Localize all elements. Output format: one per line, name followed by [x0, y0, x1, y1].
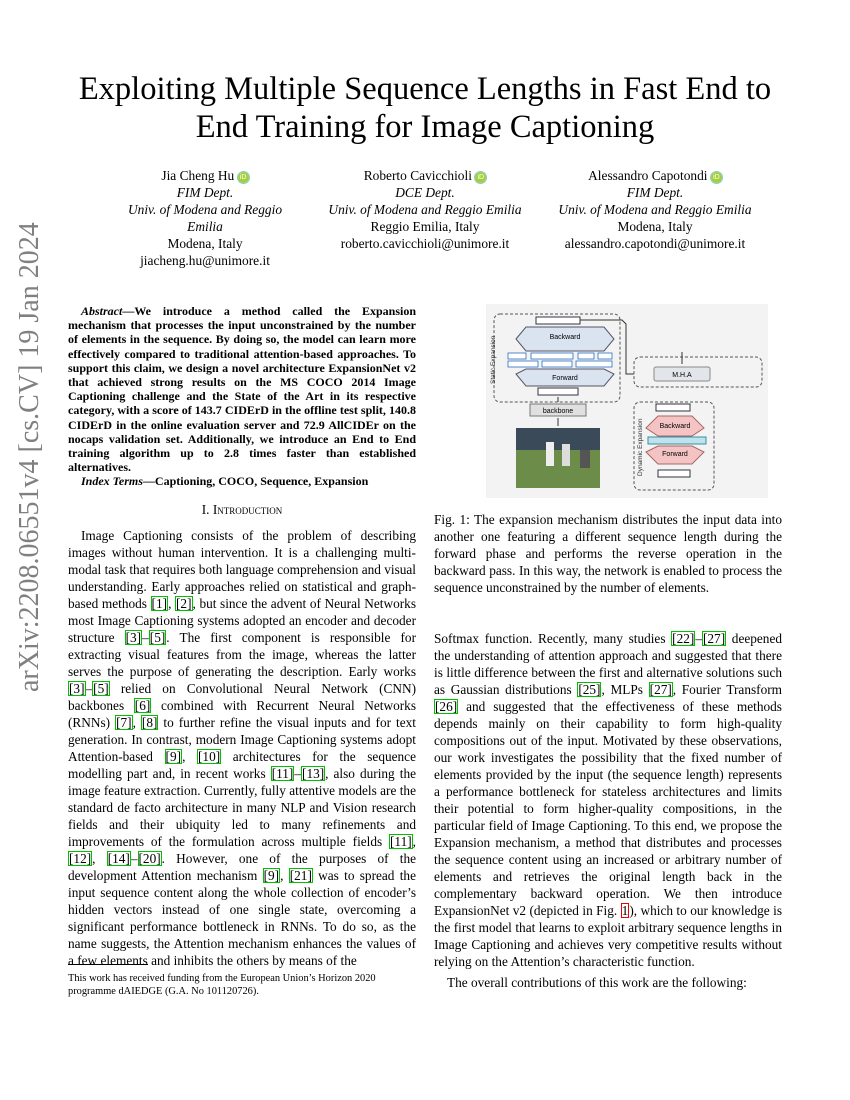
right-column	[434, 630, 782, 991]
citation-link[interactable]: [27]	[702, 631, 726, 646]
author-email[interactable]: jiacheng.hu@unimore.it	[140, 253, 270, 268]
abstract: Abstract—We introduce a method called the Expansion mechanism that processes the input unconstrained by the number of elements in the sequence. By doing so, the model can learn more effectively compared to traditional attention-based approaches. To support this claim, we design a novel architecture ExpansionNet v2 that achieved strong results on the MS COCO 2014 Image Captioning challenge and the State of the Art in its respective category, with a score of 143.7 CIDErD in the offline test split, 140.8 CIDErD in the online evaluation server and 72.9 AllCIDEr on the nocaps validation set. Additionally, we introduce an End to End training algorithm up to 2.8 times faster than established alternatives.	[68, 304, 416, 475]
citation-link[interactable]: [1]	[151, 595, 168, 611]
forward-label: Forward	[552, 375, 578, 382]
citation-link[interactable]: [14]	[107, 850, 130, 866]
citation-link[interactable]: [8]	[141, 714, 158, 730]
author-name: Alessandro Capotondi	[588, 168, 708, 183]
citation-link[interactable]: [5]	[149, 629, 166, 645]
backbone-label: backbone	[542, 408, 574, 415]
forward-label-2: Forward	[662, 451, 688, 458]
citation-link[interactable]: [13]	[302, 765, 325, 781]
orcid-icon[interactable]: iD	[238, 172, 249, 183]
author-1: Jia Cheng Hu iD FIM Dept. Univ. of Modena and Reggio Emilia Modena, Italy jiacheng.hu@unimore.it	[110, 167, 300, 269]
backward-label-2: Backward	[659, 423, 691, 430]
citation-link[interactable]: [26]	[435, 699, 458, 714]
mha-label: M.H.A	[672, 372, 692, 379]
orcid-icon[interactable]: iD	[475, 172, 486, 183]
figure-1	[486, 304, 768, 498]
citation-link[interactable]: [3]	[69, 680, 85, 696]
author-3: Alessandro Capotondi iD FIM Dept. Univ. of Modena and Reggio Emilia Modena, Italy alessandro.capotondi@unimore.it	[549, 167, 761, 252]
citation-link[interactable]: [12]	[69, 850, 92, 866]
figure-caption: Fig. 1: The expansion mechanism distributes the input data into another one featuring a different sequence length during the forward phase and performs the reverse operation in the backward pass. In this way, the network is enabled to process the sequence unconstrained by the number of elements.	[434, 512, 782, 595]
citation-link[interactable]: [11]	[390, 833, 412, 849]
citation-link[interactable]: [20]	[138, 850, 161, 866]
right-paragraph-1: Softmax function. Recently, many studies [22]–[27] deepened the understanding of attention approach and suggested that there is little difference between the first and alternative solutions such as Gaussian distributions [25], MLPs [27], Fourier Transform [26] and suggested that the effectiveness of these methods depends mainly on their capability to form high-quality compositions out of the input. Motivated by these observations, our work investigates the possibility that the fixed number of elements provided by the input (the sequence length) represents a performance bottleneck for stateless architectures and limits their potential to form higher-quality compositions, in the particular field of Image Captioning. To this end, we propose the Expansion mechanism, a method that distributes and processes the sequence content using an increased or arbitrary number of elements and retrieves the original length back in the complementary backward operation. We then introduce ExpansionNet v2 (depicted in Fig. 1), which to our knowledge is the first model that learns to exploit arbitrary sequence lengths in Image Captioning and achieves very competitive results without relying on the Attention’s characteristic function.	[434, 631, 783, 969]
citation-link[interactable]: [5]	[93, 680, 109, 696]
section-heading: I. Introduction	[201, 501, 283, 517]
dynamic-expansion-label: Dynamic Expansion	[637, 418, 644, 476]
citation-link[interactable]: [3]	[125, 629, 142, 645]
citation-link[interactable]: [9]	[263, 867, 280, 883]
backward-label: Backward	[549, 334, 581, 341]
citation-link[interactable]: [2]	[176, 595, 192, 611]
intro-paragraph: Image Captioning consists of the problem of describing images without human intervention. It is a challenging multi-modal task that requires both language comprehension and visual understanding. Early approaches relied on statistical and graph-based methods [1], [2], but since the advent of Neural Networks most Image Captioning systems adopted an encoder and decoder structure [3]–[5]. The first component is responsible for extracting visual features from the image, whereas the latter serves the purpose of generating the description. Early works [3]–[5] relied on Convolutional Neural Network (CNN) backbones [6] combined with Recurrent Neural Networks (RNNs) [7], [8] to further refine the visual inputs and for text generation. In contrast, modern Image Captioning systems adopt Attention-based [9], [10] architectures for the sequence modelling part and, in recent works [11]–[13], also during the image feature extraction. Currently, fully attentive models are the standard de facto architecture in many NLP and Vision research fields and their ubiquity led to many refinements and improvements of the formulation across multiple fields [11], [12], [14]–[20]. However, one of the purposes of the development Attention mechanism [9], [21] was to spread the input sequence content along the whole collection of encoder’s hidden vectors instead of one single state, overcoming a significant performance bottleneck in RNNs. To do so, as the name suggests, the Attention mechanism enhances the values of a few elements and inhibits the others by means of the	[68, 527, 416, 968]
author-name: Roberto Cavicchioli	[363, 168, 472, 183]
author-email[interactable]: roberto.cavicchioli@unimore.it	[340, 236, 510, 251]
footnote-rule	[68, 964, 148, 965]
citation-link[interactable]: [25]	[578, 682, 601, 697]
author-2: Roberto Cavicchioli iD DCE Dept. Univ. of Modena and Reggio Emilia Reggio Emilia, Italy roberto.cavicchioli@unimore.it	[322, 167, 528, 252]
static-expansion-label: Static Expansion	[490, 335, 497, 384]
figure-link[interactable]: 1	[621, 903, 629, 918]
citation-link[interactable]: [11]	[271, 765, 294, 781]
citation-link[interactable]: [22]	[672, 631, 695, 646]
orcid-icon[interactable]: iD	[711, 172, 722, 183]
paper-title: Exploiting Multiple Sequence Lengths in Fast End to End Training for Image Captioning	[78, 71, 772, 145]
citation-link[interactable]: [7]	[116, 714, 132, 730]
left-column	[68, 304, 416, 969]
index-terms: Index Terms—Captioning, COCO, Sequence, Expansion	[81, 474, 369, 489]
arxiv-watermark: arXiv:2208.06551v4 [cs.CV] 19 Jan 2024	[14, 222, 45, 692]
citation-link[interactable]: [6]	[134, 697, 151, 713]
footnote: This work has received funding from the European Union’s Horizon 2020 programme dAIEDGE (G.A. No 101120726).	[68, 973, 376, 997]
citation-link[interactable]: [27]	[649, 682, 672, 697]
citation-link[interactable]: [21]	[289, 867, 312, 883]
author-email[interactable]: alessandro.capotondi@unimore.it	[564, 236, 746, 251]
author-name: Jia Cheng Hu	[161, 168, 235, 183]
right-paragraph-2: The overall contributions of this work are the following:	[447, 975, 747, 990]
citation-link[interactable]: [10]	[198, 748, 221, 764]
citation-link[interactable]: [9]	[165, 748, 182, 764]
